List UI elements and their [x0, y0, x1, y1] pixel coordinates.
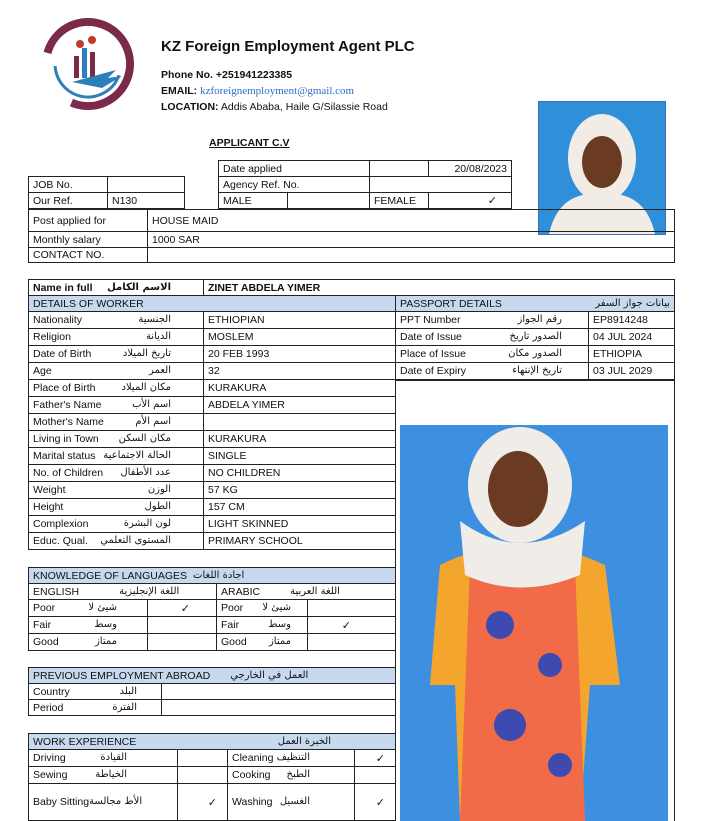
english-level-check-2 [147, 633, 217, 651]
worker-row-value-5 [203, 396, 396, 414]
worker-row-label-7-en: Living in Town [33, 433, 99, 445]
english-level-1-en: Fair [33, 619, 52, 631]
worker-row-value-8 [203, 447, 396, 465]
name-value: ZINET ABDELA YIMER [203, 279, 675, 296]
worker-row-label-4 [28, 379, 204, 397]
worker-value-10: 57 KG [208, 484, 238, 496]
contact-label: CONTACT NO. [28, 247, 148, 263]
english-check-icon: ✓ [180, 602, 190, 615]
work-left-0-en: Driving [33, 752, 66, 764]
work-header-ar: الخبرة العمل [277, 735, 331, 747]
worker-value-3: 32 [208, 365, 220, 377]
worker-row-label-6 [28, 413, 204, 431]
worker-row-label-7-ar: مكان السكن [118, 433, 171, 444]
worker-value-9: NO CHILDREN [208, 467, 281, 479]
prev-employment-header-ar: العمل في الخارجي [230, 670, 309, 681]
arabic-cell [216, 583, 396, 600]
worker-value-5: ABDELA YIMER [208, 399, 285, 411]
name-label-ar: الاسم الكامل [107, 281, 171, 293]
arabic-level-0-en: Poor [221, 602, 244, 614]
passport-header-ar: بيانات جواز السفر [595, 297, 670, 309]
company-name: KZ Foreign Employment Agent PLC [161, 38, 415, 55]
work-left-check-0 [177, 749, 228, 767]
worker-row-label-4-en: Place of Birth [33, 382, 96, 394]
country-label-cell [28, 683, 162, 700]
worker-row-label-2 [28, 345, 204, 363]
worker-value-4: KURAKURA [208, 382, 267, 394]
worker-row-value-10 [203, 481, 396, 499]
phone-label: Phone No. [161, 69, 213, 81]
date-applied-value: 20/08/2023 [428, 160, 512, 177]
female-label: FEMALE [369, 192, 429, 209]
work-header: WORK EXPERIENCE [33, 735, 137, 748]
passport-row-value-0 [588, 311, 675, 329]
passport-row-label-0-ar: رقم الجواز [517, 314, 562, 325]
passport-value-1: 04 JUL 2024 [593, 331, 653, 343]
post-value: HOUSE MAID [147, 209, 675, 232]
passport-row-value-1 [588, 328, 675, 346]
prev-employment-header: PREVIOUS EMPLOYMENT ABROAD [33, 669, 211, 682]
passport-header-cell [395, 295, 675, 312]
location-label: LOCATION: [161, 101, 219, 113]
worker-value-11: 157 CM [208, 501, 245, 513]
worker-row-label-7 [28, 430, 204, 448]
worker-value-8: SINGLE [208, 450, 247, 462]
work-right-1 [227, 766, 355, 784]
arabic-level-2-ar: ممتاز [268, 636, 291, 647]
name-label-cell [28, 279, 204, 296]
country-label-ar: البلد [119, 685, 137, 697]
phone-value: +251941223385 [215, 69, 293, 81]
passport-value-3: 03 JUL 2029 [593, 365, 653, 377]
worker-row-label-2-ar: تاريخ الميلاد [122, 348, 171, 359]
our-ref-value: N130 [107, 192, 185, 209]
work-left-2-ar: الأط مجالسة [89, 796, 143, 807]
work-left-check-1 [177, 766, 228, 784]
worker-row-value-3 [203, 362, 396, 380]
worker-row-label-13-en: Educ. Qual. [33, 535, 88, 547]
work-left-0-ar: القيادة [100, 752, 127, 763]
passport-value-2: ETHIOPIA [593, 348, 643, 360]
worker-row-value-7 [203, 430, 396, 448]
date-applied-label: Date applied [218, 160, 370, 177]
worker-value-7: KURAKURA [208, 433, 267, 445]
arabic-level-1-en: Fair [221, 619, 240, 631]
work-right-0-en: Cleaning [232, 752, 274, 764]
worker-row-label-5 [28, 396, 204, 414]
work-left-2 [28, 783, 178, 821]
agency-ref-label: Agency Ref. No. [218, 176, 370, 193]
applicant-full-photo [400, 425, 668, 821]
location-line [161, 101, 388, 113]
worker-value-0: ETHIOPIAN [208, 314, 265, 326]
job-no-value [107, 176, 185, 193]
name-label: Name in full [33, 281, 93, 294]
salary-value: 1000 SAR [147, 231, 675, 248]
english-level-check-1 [147, 616, 217, 634]
worker-row-label-9 [28, 464, 204, 482]
passport-row-label-2-ar: الصدور مكان [508, 348, 562, 359]
work-right-check-0 [354, 749, 396, 767]
female-check: ✓ [428, 192, 512, 209]
email-link[interactable]: kzforeignemployment@gmail.com [200, 85, 355, 97]
work-left-check-2 [177, 783, 228, 821]
male-label: MALE [218, 192, 288, 209]
worker-row-label-13 [28, 532, 204, 550]
work-header-cell [28, 733, 396, 750]
worker-row-label-0-en: Nationality [33, 314, 83, 326]
worker-value-2: 20 FEB 1993 [208, 348, 270, 360]
worker-row-value-2 [203, 345, 396, 363]
passport-row-label-1 [395, 328, 589, 346]
salary-label: Monthly salary [28, 231, 148, 248]
arabic-level-0-ar: شيئ لا [262, 602, 291, 613]
work-left-1-ar: الخياطة [95, 769, 127, 780]
worker-row-label-3 [28, 362, 204, 380]
english-level-0-ar: شيئ لا [88, 602, 117, 613]
arabic-level-check-1 [307, 616, 396, 634]
passport-row-label-2 [395, 345, 589, 363]
arabic-level-2-en: Good [221, 636, 247, 648]
languages-header-cell [28, 567, 396, 584]
worker-row-label-9-ar: عدد الأطفال [120, 467, 171, 478]
worker-row-value-6 [203, 413, 396, 431]
worker-row-label-4-ar: مكان الميلاد [121, 382, 171, 393]
email-label: EMAIL: [161, 85, 198, 97]
worker-row-label-12-ar: لون البشرة [123, 518, 171, 529]
work-left-check-icon-2: ✓ [207, 796, 217, 809]
work-left-0 [28, 749, 178, 767]
english-level-0-en: Poor [33, 602, 56, 614]
work-right-0-ar: التنظيف [276, 752, 310, 763]
work-right-2-en: Washing [232, 796, 273, 808]
worker-value-13: PRIMARY SCHOOL [208, 535, 303, 547]
country-value [161, 683, 396, 700]
post-label: Post applied for [28, 209, 148, 232]
passport-row-label-1-ar: الصدور تاريخ [509, 331, 562, 342]
worker-row-label-8-ar: الحالة الاجتماعية [103, 450, 171, 461]
worker-row-label-10 [28, 481, 204, 499]
worker-row-label-3-ar: العمر [149, 365, 171, 376]
english-level-0 [28, 599, 148, 617]
passport-header: PASSPORT DETAILS [400, 297, 502, 310]
passport-row-label-3-en: Date of Expiry [400, 365, 466, 377]
passport-row-value-3 [588, 362, 675, 380]
worker-row-value-12 [203, 515, 396, 533]
passport-row-label-3-ar: تاريخ الإنتهاء [512, 365, 562, 376]
worker-row-label-0-ar: الجنسية [138, 314, 171, 325]
worker-row-label-2-en: Date of Birth [33, 348, 92, 360]
passport-row-label-1-en: Date of Issue [400, 331, 462, 343]
work-right-check-2 [354, 783, 396, 821]
period-label: Period [33, 701, 64, 714]
agency-ref-value [369, 176, 512, 193]
worker-header: DETAILS OF WORKER [28, 295, 396, 312]
arabic-level-check-0 [307, 599, 396, 617]
worker-value-12: LIGHT SKINNED [208, 518, 289, 530]
country-label: Country [33, 685, 70, 698]
arabic-level-1-ar: وسط [268, 619, 291, 630]
company-logo [42, 18, 134, 110]
worker-row-label-11-ar: الطول [144, 501, 171, 512]
languages-header: KNOWLEDGE OF LANGUAGES [33, 569, 188, 582]
english-cell [28, 583, 217, 600]
english-level-check-0 [147, 599, 217, 617]
worker-row-value-0 [203, 311, 396, 329]
worker-row-label-0 [28, 311, 204, 329]
our-ref-label: Our Ref. [28, 192, 108, 209]
prev-employment-header-cell [28, 667, 396, 684]
period-label-ar: الفترة [112, 701, 137, 713]
worker-row-label-8 [28, 447, 204, 465]
worker-row-label-6-ar: اسم الأم [135, 416, 171, 427]
languages-header-ar: اجادة اللغات [193, 570, 245, 581]
worker-row-value-11 [203, 498, 396, 516]
worker-row-label-13-ar: المستوى التعلمي [100, 535, 171, 546]
email-line [161, 85, 354, 97]
worker-row-label-6-en: Mother's Name [33, 416, 104, 428]
work-right-1-ar: الطبخ [286, 769, 310, 780]
arabic-level-1 [216, 616, 308, 634]
worker-row-label-10-ar: الوزن [147, 484, 171, 495]
passport-row-value-2 [588, 345, 675, 363]
english-label: ENGLISH [33, 585, 80, 598]
worker-row-value-13 [203, 532, 396, 550]
work-right-2 [227, 783, 355, 821]
period-label-cell [28, 699, 162, 716]
english-level-2-en: Good [33, 636, 59, 648]
passport-row-label-0-en: PPT Number [400, 314, 461, 326]
worker-value-1: MOSLEM [208, 331, 254, 343]
work-right-2-ar: الغسيل [279, 796, 310, 807]
work-right-check-icon-0: ✓ [375, 752, 385, 765]
male-check [287, 192, 370, 209]
worker-row-label-8-en: Marital status [33, 450, 96, 462]
work-left-1 [28, 766, 178, 784]
english-level-1-ar: وسط [94, 619, 117, 630]
arabic-level-2 [216, 633, 308, 651]
passport-value-0: EP8914248 [593, 314, 648, 326]
period-value [161, 699, 396, 716]
job-no-label: JOB No. [28, 176, 108, 193]
worker-row-label-1-en: Religion [33, 331, 71, 343]
worker-row-label-11-en: Height [33, 501, 64, 513]
worker-row-label-5-en: Father's Name [33, 399, 102, 411]
arabic-level-check-2 [307, 633, 396, 651]
doc-title: APPLICANT C.V [209, 137, 290, 149]
worker-row-label-10-en: Weight [33, 484, 66, 496]
worker-row-label-3-en: Age [33, 365, 52, 377]
work-right-check-1 [354, 766, 396, 784]
worker-row-label-12 [28, 515, 204, 533]
worker-row-value-4 [203, 379, 396, 397]
worker-row-label-1-ar: الديانة [145, 331, 171, 342]
arabic-label: ARABIC [221, 585, 261, 598]
worker-row-label-11 [28, 498, 204, 516]
location-value: Addis Ababa, Haile G/Silassie Road [220, 101, 388, 113]
arabic-label-ar: اللغة العربية [290, 586, 340, 597]
passport-row-label-3 [395, 362, 589, 380]
english-level-2-ar: ممتاز [94, 636, 117, 647]
work-left-1-en: Sewing [33, 769, 68, 781]
worker-row-label-9-en: No. of Children [33, 467, 104, 479]
phone-line [161, 69, 292, 81]
arabic-check-icon: ✓ [341, 619, 351, 632]
contact-value [147, 247, 675, 263]
english-level-1 [28, 616, 148, 634]
worker-row-label-5-ar: اسم الأب [132, 399, 171, 410]
worker-row-value-1 [203, 328, 396, 346]
passport-row-label-2-en: Place of Issue [400, 348, 466, 360]
worker-row-label-1 [28, 328, 204, 346]
english-level-2 [28, 633, 148, 651]
english-label-ar: اللغة الإنجليزية [119, 586, 180, 597]
work-right-1-en: Cooking [232, 769, 271, 781]
work-left-2-en: Baby Sitting [33, 796, 90, 808]
date-applied-blank [369, 160, 429, 177]
arabic-level-0 [216, 599, 308, 617]
work-right-0 [227, 749, 355, 767]
passport-row-label-0 [395, 311, 589, 329]
work-right-check-icon-2: ✓ [375, 796, 385, 809]
worker-row-label-12-en: Complexion [33, 518, 89, 530]
worker-row-value-9 [203, 464, 396, 482]
